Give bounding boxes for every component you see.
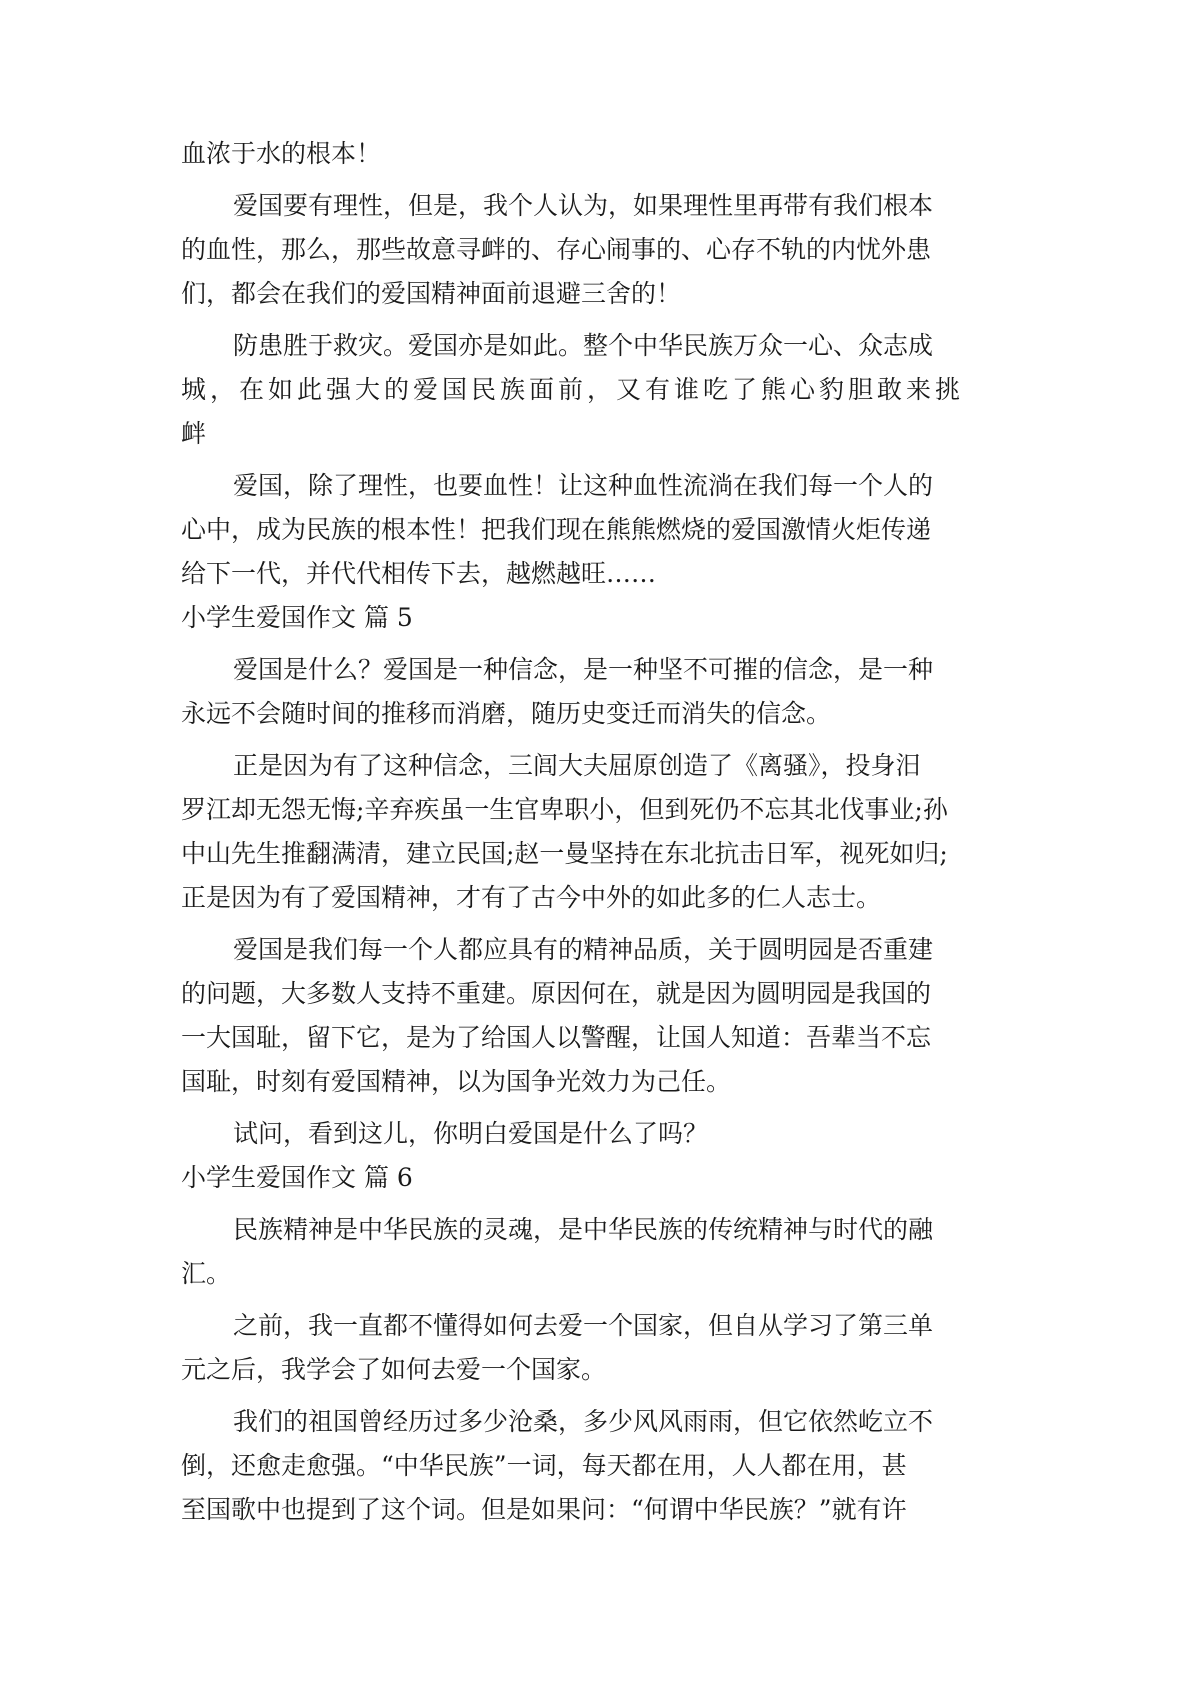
text-line: 国耻，时刻有爱国精神，以为国争光效力为己任。 xyxy=(181,1067,732,1096)
text-line: 衅 xyxy=(181,419,207,448)
text-line: 的问题，大多数人支持不重建。原因何在，就是因为圆明园是我国的 xyxy=(181,979,932,1008)
paragraph-start: 正是因为有了这种信念，三闾大夫屈原创造了《离骚》，投身汨 xyxy=(233,751,921,780)
section-heading: 小学生爱国作文 篇 6 xyxy=(181,1163,413,1192)
paragraph-start: 我们的祖国曾经历过多少沧桑，多少风风雨雨，但它依然屹立不 xyxy=(233,1407,934,1436)
paragraph-start: 爱国是什么？爱国是一种信念，是一种坚不可摧的信念，是一种 xyxy=(233,655,934,684)
text-line: 罗江却无怨无悔;辛弃疾虽一生官卑职小，但到死仍不忘其北伐事业;孙 xyxy=(181,795,948,824)
text-line: 城，在如此强大的爱国民族面前，又有谁吃了熊心豹胆敢来挑 xyxy=(181,375,965,404)
text-line: 心中，成为民族的根本性！把我们现在熊熊燃烧的爱国激情火炬传递 xyxy=(181,515,932,544)
text-line: 正是因为有了爱国精神，才有了古今中外的如此多的仁人志士。 xyxy=(181,883,882,912)
text-line: 中山先生推翻满清，建立民国;赵一曼坚持在东北抗击日军，视死如归; xyxy=(181,839,948,868)
paragraph-start: 爱国，除了理性，也要血性！让这种血性流淌在我们每一个人的 xyxy=(233,471,934,500)
document-body xyxy=(181,132,1015,1532)
text-line: 一大国耻，留下它，是为了给国人以警醒，让国人知道：吾辈当不忘 xyxy=(181,1023,932,1052)
paragraph-start: 防患胜于救灾。爱国亦是如此。整个中华民族万众一心、众志成 xyxy=(233,331,934,360)
text-line: 至国歌中也提到了这个词。但是如果问：“何谓中华民族？”就有许 xyxy=(181,1495,907,1524)
text-line: 汇。 xyxy=(181,1259,232,1288)
paragraph-start: 试问，看到这儿，你明白爱国是什么了吗？ xyxy=(233,1119,709,1148)
section-heading: 小学生爱国作文 篇 5 xyxy=(181,603,413,632)
paragraph-start: 民族精神是中华民族的灵魂，是中华民族的传统精神与时代的融 xyxy=(233,1215,934,1244)
text-line: 们，都会在我们的爱国精神面前退避三舍的！ xyxy=(181,279,682,308)
text-line: 倒，还愈走愈强。“中华民族”一词，每天都在用，人人都在用，甚 xyxy=(181,1451,907,1480)
text-line: 的血性，那么，那些故意寻衅的、存心闹事的、心存不轨的内忧外患 xyxy=(181,235,932,264)
text-line: 元之后，我学会了如何去爱一个国家。 xyxy=(181,1355,607,1384)
text-line: 血浓于水的根本！ xyxy=(181,139,382,168)
paragraph-start: 之前，我一直都不懂得如何去爱一个国家，但自从学习了第三单 xyxy=(233,1311,934,1340)
text-line: 永远不会随时间的推移而消磨，随历史变迁而消失的信念。 xyxy=(181,699,832,728)
text-line: 给下一代，并代代相传下去，越燃越旺…… xyxy=(181,559,657,588)
paragraph-start: 爱国要有理性，但是，我个人认为，如果理性里再带有我们根本 xyxy=(233,191,934,220)
paragraph-start: 爱国是我们每一个人都应具有的精神品质，关于圆明园是否重建 xyxy=(233,935,934,964)
